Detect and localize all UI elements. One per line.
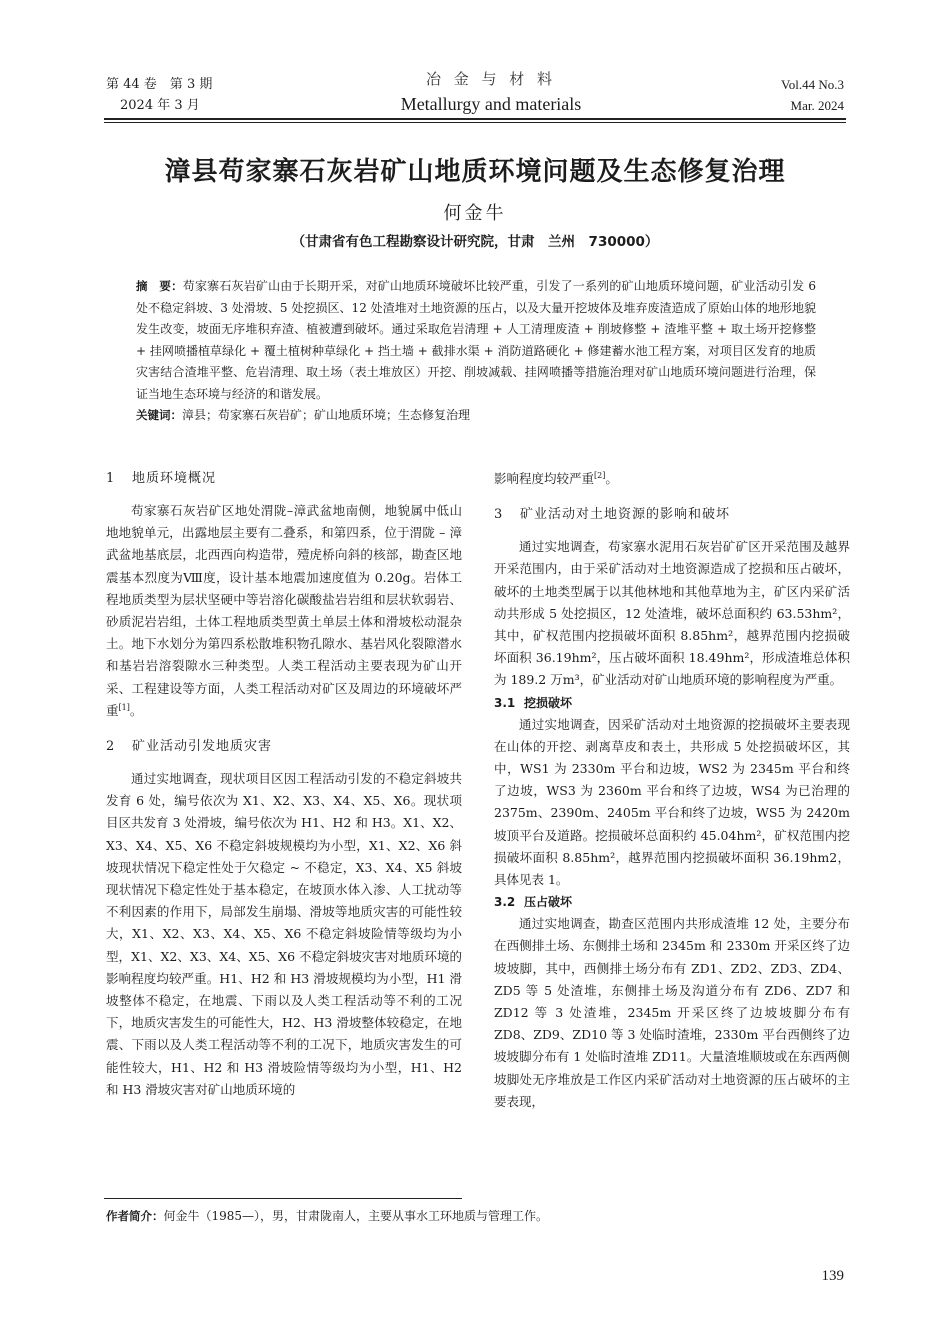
volume-issue-cn: 第 44 卷 第 3 期 [106, 77, 213, 92]
left-column [106, 468, 462, 1101]
right-column [494, 468, 850, 1113]
footnote-rule [104, 1198, 462, 1199]
keywords [136, 405, 816, 427]
section-1-paragraph [106, 500, 462, 722]
paragraph-text: 苟家寨石灰岩矿区地处渭陇–漳武盆地南侧，地貌属中低山地地貌单元，出露地层主要有二叠系，和第四系，位于渭陇 – 漳武盆地基底层，北西西向构造带，殪虎桥向斜的核部，勘查区地震基本烈度为Ⅷ度，设计基本地震加速度值为 0.20g。岩体工程地质类型为层状坚硬中等岩溶化碳酸盐岩岩组和层状软弱岩、砂质泥岩岩组，土体工程地质类型黄土单层土体和滑坡松动混杂土。地下水划分为第四系松散堆积物孔隙水、基岩风化裂隙潜水和基岩岩溶裂隙水三种类型。人类工程活动主要表现为矿山开采、工程建设等方面，人类工程活动对矿区及周边的环境破坏严重 [106, 503, 462, 718]
header-rule [104, 118, 846, 120]
header-right [781, 74, 844, 116]
section-title: 地质环境概况 [132, 471, 217, 486]
section-3-heading [494, 504, 850, 526]
section-3-paragraph: 通过实地调查，苟家寨水泥用石灰岩矿矿区开采范围及越界开采范围内，由于采矿活动对土地资源造成了挖损和压占破坏，破坏的土地类型属于以其他林地和其他草地为主，矿区内采矿活动共形成 5 处挖损区，12 处渣堆，破坏总面积约 63.53hm²，其中，矿权范围内挖损破坏面积 8.85hm²，越界范围内挖损破坏面积 36.19hm²，压占破坏面积 18.49hm²，形成渣堆总体积为 189.2 万m³，矿业活动对矿山地质环境的影响程度为严重。 [494, 539, 850, 688]
subsection-number: 3.2 [494, 895, 516, 910]
footnote-label: 作者简介： [106, 1209, 164, 1223]
subsection-number: 3.1 [494, 695, 516, 710]
footnote-text: 何金牛（1985—），男，甘肃陇南人，主要从事水工环地质与管理工作。 [163, 1209, 549, 1223]
header-center [300, 68, 682, 118]
paper-title: 漳县苟家寨石灰岩矿山地质环境问题及生态修复治理 [164, 157, 786, 187]
subsection-title: 压占破坏 [524, 895, 573, 910]
header-left [106, 74, 212, 116]
paragraph-end: 。 [129, 702, 143, 718]
section-title: 矿业活动引发地质灾害 [132, 739, 273, 755]
section-2-paragraph: 通过实地调查，现状项目区因工程活动引发的不稳定斜坡共发育 6 处，编号依次为 X1、X2、X3、X4、X5、X6。现状项目区共发育 3 处滑坡，编号依次为 H1、H2 和 H3。X1、X2、X3、X4、X5、X6 不稳定斜坡规模均为小型，X1、X2、X6 斜坡现状情况下稳定性处于欠稳定 ~ 不稳定，X3、X4、X5 斜坡现状情况下稳定性处于基本稳定，在坡顶水体入渗、人工扰动等不利因素的作用下，局部发生崩塌、滑坡等地质灾害的可能性较大，X1、X2、X3、X4、X5、X6 不稳定斜坡险情等级均为小型，X1、X2、X3、X4、X5、X6 不稳定斜坡灾害对地质环境的影响程度均较严重。H1、H2 和 H3 滑坡规模均为小型，H1 滑坡整体不稳定，在地震、下雨以及人类工程活动等不利的工况下，地质灾害发生的可能性大，H2、H3 滑坡整体较稳定，在地震、下雨以及人类工程活动等不利的工况下，地质灾害发生的可能性较大，H1、H2 和 H3 滑坡险情等级均为小型，H1、H2 和 H3 滑坡灾害对矿山地质环境的 [106, 771, 462, 1097]
header-rule-thin [104, 122, 846, 123]
subsection-3-1-paragraph: 通过实地调查，因采矿活动对土地资源的挖损破坏主要表现在山体的开挖、剥离草皮和表土，共形成 5 处挖损破坏区，其中，WS1 为 2330m 平台和边坡，WS2 为 2345m 平台和终了边坡，WS3 为 2360m 平台和终了边坡，WS4 为已治理的 2375m、2390m、2405m 平台和终了边坡，WS5 为 2420m 坡顶平台及道路。挖损破坏总面积约 45.04hm²，矿权范围内挖损破坏面积 8.85hm²，越界范围内挖损破坏面积 36.19hm2，具体见表 1。 [494, 716, 850, 888]
section-title: 矿业活动对土地资源的影响和破坏 [520, 507, 731, 523]
journal-name-cn: 冶 金 与 材 料 [425, 70, 557, 88]
page-number: 139 [821, 1268, 844, 1284]
subsection-3-1-heading [494, 692, 850, 714]
author-bio-footnote [106, 1206, 846, 1226]
abstract [136, 276, 816, 405]
section-2-heading [106, 736, 462, 758]
keywords-label: 关键词： [136, 408, 182, 422]
paragraph-end: 。 [605, 471, 618, 486]
citation: [1] [118, 702, 130, 712]
date-en: Mar. 2024 [790, 98, 844, 113]
section-number: 3 [494, 507, 504, 523]
volume-issue-en: Vol.44 No.3 [781, 77, 844, 92]
journal-name-en: Metallurgy and materials [400, 94, 582, 114]
paragraph-text: 影响程度均较严重 [494, 471, 595, 486]
author-name: 何金牛 [443, 203, 507, 224]
abstract-label: 摘 要： [136, 279, 183, 293]
abstract-block [136, 276, 816, 427]
section-1-heading [106, 468, 462, 490]
subsection-3-2-heading [494, 891, 850, 913]
date-cn: 2024 年 3 月 [120, 98, 200, 113]
subsection-3-2-paragraph: 通过实地调查，勘查区范围内共形成渣堆 12 处，主要分布在西侧排土场、东侧排土场和 2345m 和 2330m 开采区终了边坡坡脚，其中，西侧排土场分布有 ZD1、ZD2、ZD3、ZD4、ZD5 等 5 处渣堆，东侧排土场及沟道分布有 ZD6、ZD7 和 ZD12 等 3 处渣堆，2345m 开采区终了边坡坡脚分布有 ZD8、ZD9、ZD10 等 3 处临时渣堆，2330m 平台西侧终了边坡坡脚分布有 1 处临时渣堆 ZD11。大量渣堆顺坡或在东西两侧坡脚处无序堆放是工作区内采矿活动对土地资源的压占破坏的主要表现， [494, 916, 850, 1109]
section-2-paragraph-continued [494, 468, 850, 490]
abstract-text: 苟家寨石灰岩矿山由于长期开采，对矿山地质环境破坏比较严重，引发了一系列的矿山地质环境问题，矿业活动引发 6 处不稳定斜坡、3 处滑坡、5 处挖损区、12 处渣堆对土地资源的压占，以及大量开挖坡体及堆弃废渣造成了原始山体的地形地貌发生改变，坡面无序堆积弃渣、植被遭到破坏。通过采取危岩清理 + 人工清理废渣 + 削坡修整 + 渣堆平整 + 取土场开挖修整 + 挂网喷播植草绿化 + 覆土植树种草绿化 + 挡土墙 + 截排水渠 + 消防道路硬化 + 修建蓄水池工程方案，对项目区发育的地质灾害结合渣堆平整、危岩清理、取土场（表土堆放区）开挖、削坡减载、挂网喷播等措施治理对矿山地质环境问题进行治理，保证当地生态环境与经济的和谐发展。 [136, 279, 816, 401]
section-number: 2 [106, 739, 116, 755]
citation: [2] [594, 470, 606, 480]
subsection-title: 挖损破坏 [524, 695, 573, 710]
keywords-text: 漳县；苟家寨石灰岩矿；矿山地质环境；生态修复治理 [182, 408, 471, 422]
author-affiliation: （甘肃省有色工程勘察设计研究院，甘肃 兰州 730000） [291, 234, 659, 250]
section-number: 1 [106, 471, 116, 486]
